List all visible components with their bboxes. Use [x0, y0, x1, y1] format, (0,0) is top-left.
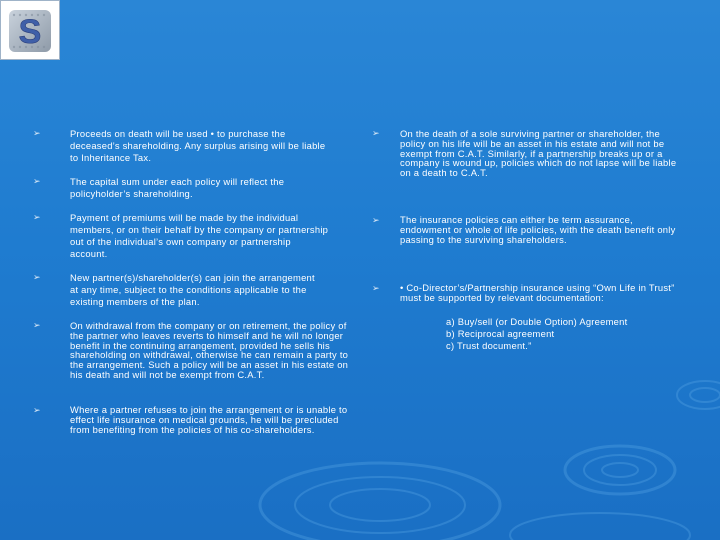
left-point-2: The capital sum under each policy will reflect the policyholder’s shareholding. [70, 176, 285, 199]
left-point-6: Where a partner refuses to join the arrangement or is unable to effect life insurance on medical grounds, he will be precluded from benefiting from the policies of his co-shareholders. [70, 404, 348, 435]
bullet-icon: ➢ [33, 272, 41, 282]
left-point-4: New partner(s)/shareholder(s) can join the arrangement at any time, subject to the conditions applicable to the existing members of the plan. [70, 272, 315, 307]
bullet-icon: ➢ [33, 405, 41, 415]
left-point-1: Proceeds on death will be used • to purchase the deceased’s shareholding. Any surplus arising will be liable to Inheritance Tax. [70, 128, 326, 163]
bullet-icon: ➢ [33, 320, 41, 330]
bullet-icon: ➢ [372, 283, 380, 293]
right-point-3: • Co-Director’s/Partnership insurance using “Own Life in Trust” must be supported by relevant documentation: [400, 282, 675, 303]
documentation-item-2: b) Reciprocal agreement [446, 328, 555, 339]
bullet-icon: ➢ [372, 215, 380, 225]
bullet-icon: ➢ [33, 212, 41, 222]
bullet-icon: ➢ [372, 128, 380, 138]
documentation-item-1: a) Buy/sell (or Double Option) Agreement [446, 316, 628, 327]
logo-s-icon [5, 6, 55, 56]
left-point-3: Payment of premiums will be made by the individual members, or on their behalf by the company or partnership out of the individual’s own company or partnership account. [70, 212, 329, 259]
right-point-1: On the death of a sole surviving partner or shareholder, the policy on his life will be an asset in his estate and will not be exempt from C.A.T. Similarly, if a partnership breaks up or a company is wound up, policies which do not lapse will be liable on a death to C.A.T. [400, 128, 677, 179]
bullet-icon: ➢ [33, 128, 41, 138]
svg-text:S: S [18, 13, 42, 51]
logo [0, 0, 60, 60]
documentation-item-3: c) Trust document.” [446, 340, 532, 351]
bullet-icon: ➢ [33, 176, 41, 186]
left-point-5: On withdrawal from the company or on retirement, the policy of the partner who leaves reverts to himself and he will no longer benefit in the continuing arrangement, provided he sells his shareholding on withdrawal, otherwise he can remain a party to the arrangement. Such a policy will be an asset in his estate on his death and will not be exempt from C.A.T. [70, 320, 349, 380]
right-point-2: The insurance policies can either be term assurance, endowment or whole of life policies, with the death benefit only passing to the surviving shareholders. [400, 214, 676, 245]
